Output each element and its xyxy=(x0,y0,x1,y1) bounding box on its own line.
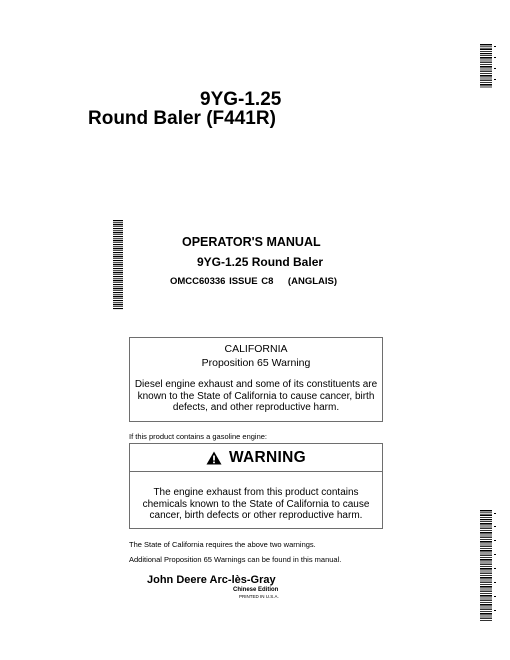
warning-text: The engine exhaust from this product contains chemicals known to the State of California to cause cancer, birth defects or other reproductive harm. xyxy=(142,487,370,521)
prop65-heading: Proposition 65 Warning xyxy=(201,357,311,369)
warning-triangle-icon xyxy=(206,451,222,465)
note-additional-warnings: Additional Proposition 65 Warnings can be found in this manual. xyxy=(129,555,342,564)
warning-label: WARNING xyxy=(228,448,306,466)
cover-model: 9YG-1.25 xyxy=(200,89,282,110)
cover-product: Round Baler (F441R) xyxy=(88,108,276,129)
warning-box xyxy=(129,443,383,529)
manual-code-line: OMCC60336 ISSUE C8 (ANGLAIS) xyxy=(170,276,338,287)
barcode-top-right xyxy=(480,44,502,90)
prop65-text: Diesel engine exhaust and some of its constituents are known to the State of California to cause cancer, birth defects, and other reproductive harm. xyxy=(134,379,378,413)
brand-name: John Deere Arc-lès-Gray xyxy=(147,574,276,586)
barcode-bottom-right xyxy=(480,510,502,622)
prop65-state: CALIFORNIA xyxy=(224,343,288,355)
note-required-warnings: The State of California requires the above two warnings. xyxy=(129,540,316,549)
warning-header xyxy=(130,444,382,472)
manual-product: 9YG-1.25 Round Baler xyxy=(197,255,324,269)
printed-label: PRINTED IN U.S.A. xyxy=(239,594,279,599)
manual-type: OPERATOR'S MANUAL xyxy=(182,235,321,249)
gasoline-condition: If this product contains a gasoline engine: xyxy=(129,432,268,441)
barcode-left xyxy=(113,220,125,310)
edition-label: Chinese Edition xyxy=(233,587,279,593)
prop65-box xyxy=(129,337,383,422)
